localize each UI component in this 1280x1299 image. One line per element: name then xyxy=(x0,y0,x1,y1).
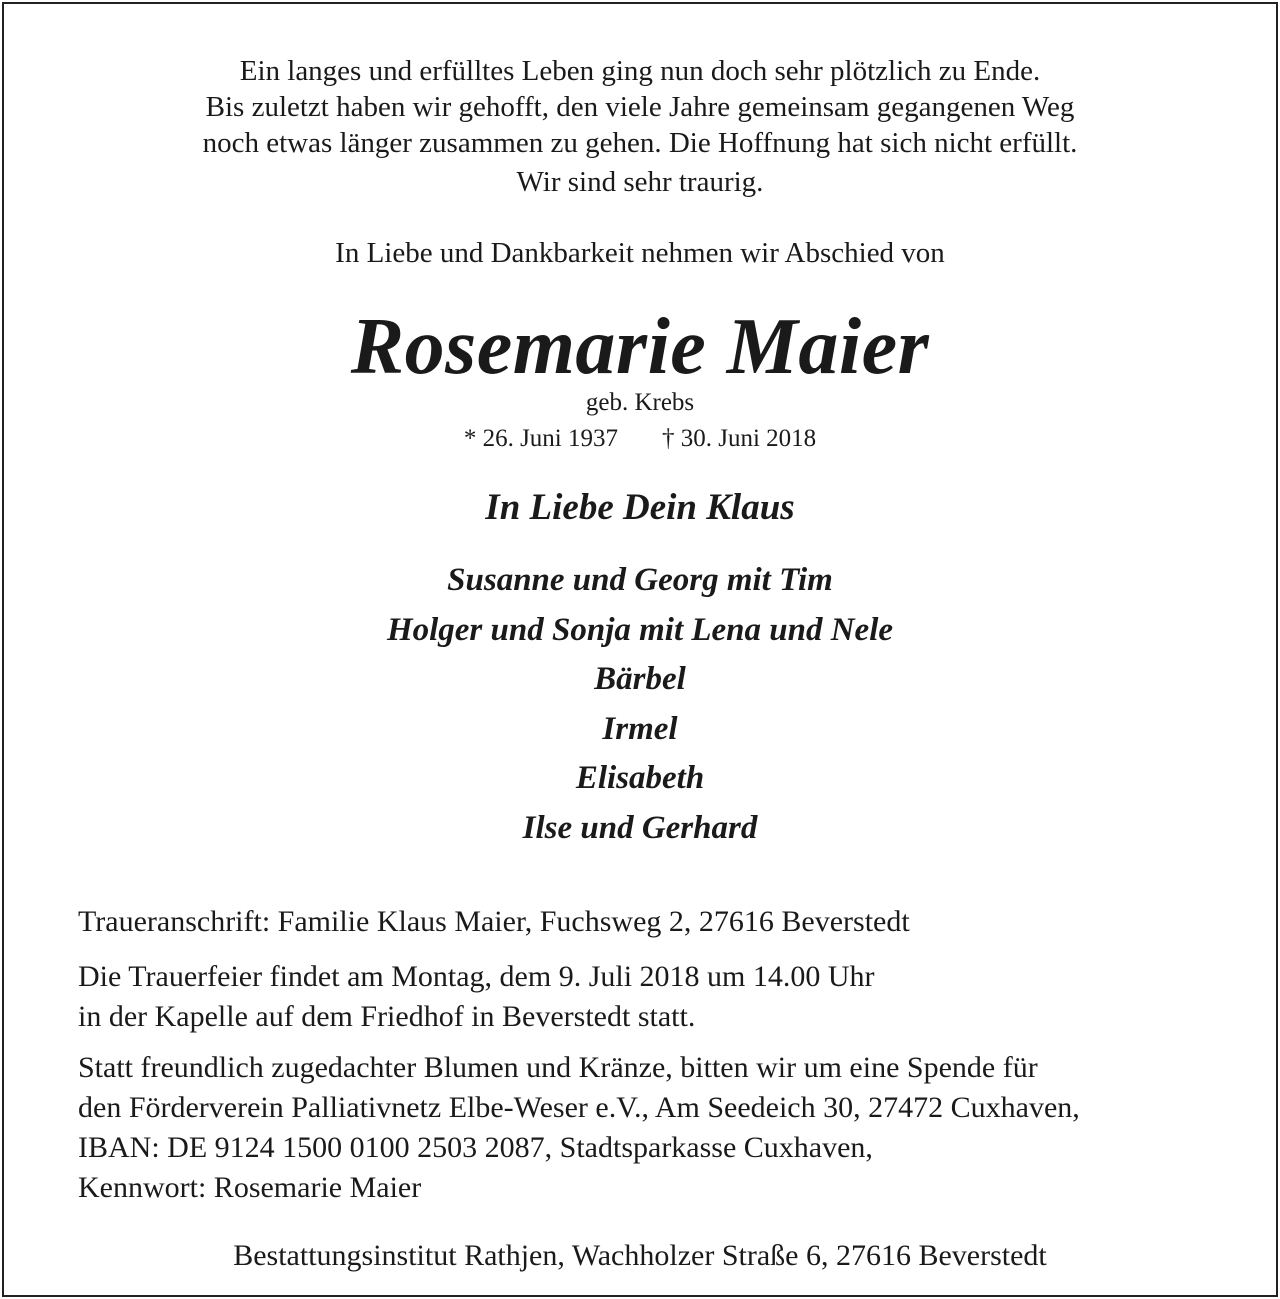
family-line-6: Ilse und Gerhard xyxy=(522,810,758,846)
donation-line-4: Kennwort: Rosemarie Maier xyxy=(78,1171,422,1204)
family-line-4: Irmel xyxy=(602,711,678,747)
funeral-home: Bestattungsinstitut Rathjen, Wachholzer Straße 6, 27616 Beverstedt xyxy=(233,1239,1047,1272)
ceremony-line-1: Die Trauerfeier findet am Montag, dem 9. Juli 2018 um 14.00 Uhr xyxy=(78,960,875,993)
birth-name: geb. Krebs xyxy=(585,389,695,416)
family-line-2: Holger und Sonja mit Lena und Nele xyxy=(386,612,894,648)
life-dates xyxy=(0,424,1280,454)
signoff: In Liebe Dein Klaus xyxy=(485,487,795,528)
deceased-name: Rosemarie Maier xyxy=(350,303,930,391)
intro-line-1: Ein langes und erfülltes Leben ging nun doch sehr plötzlich zu Ende. xyxy=(239,55,1041,87)
family-line-1: Susanne und Georg mit Tim xyxy=(447,562,833,598)
family-line-5: Elisabeth xyxy=(575,760,705,796)
mourning-address: Traueranschrift: Familie Klaus Maier, Fuchsweg 2, 27616 Beverstedt xyxy=(78,905,910,938)
death-date: † 30. Juni 2018 xyxy=(662,425,817,452)
donation-line-2: den Förderverein Palliativnetz Elbe-Weser e.V., Am Seedeich 30, 27472 Cuxhaven, xyxy=(78,1091,1080,1124)
donation-line-3: IBAN: DE 9124 1500 0100 2503 2087, Stadtsparkasse Cuxhaven, xyxy=(78,1131,873,1164)
birth-date: * 26. Juni 1937 xyxy=(463,425,618,452)
intro-line-3: noch etwas länger zusammen zu gehen. Die Hoffnung hat sich nicht erfüllt. xyxy=(202,127,1078,159)
ceremony-line-2: in der Kapelle auf dem Friedhof in Beverstedt statt. xyxy=(78,1000,696,1033)
intro-line-2: Bis zuletzt haben wir gehofft, den viele Jahre gemeinsam gegangenen Weg xyxy=(205,91,1075,123)
intro-line-4: Wir sind sehr traurig. xyxy=(516,166,764,198)
farewell-line: In Liebe und Dankbarkeit nehmen wir Abschied von xyxy=(335,237,945,269)
donation-line-1: Statt freundlich zugedachter Blumen und Kränze, bitten wir um eine Spende für xyxy=(78,1051,1038,1084)
family-line-3: Bärbel xyxy=(594,661,686,697)
